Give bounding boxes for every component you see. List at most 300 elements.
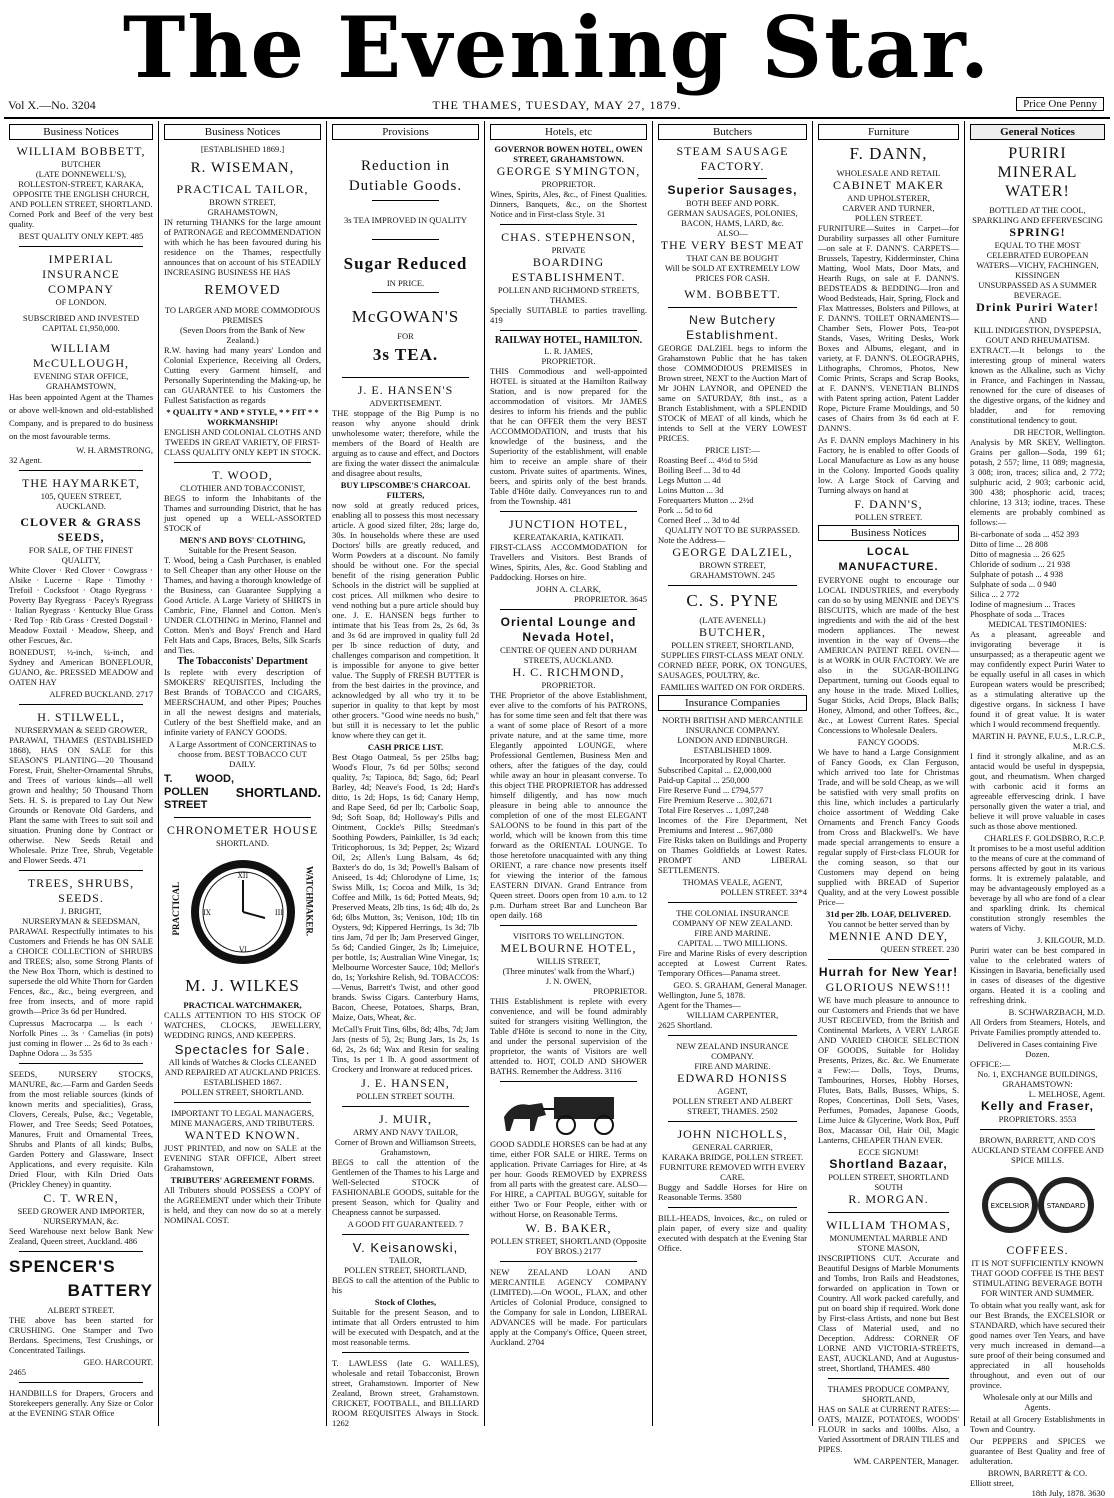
ad-subtitle: 31d per 2lb. LOAF, DELIVERED.	[826, 909, 951, 919]
ad-subtitle: SUPPLIES FIRST-CLASS MEAT ONLY.	[660, 650, 805, 660]
ad-title: C. T. WREN,	[43, 1191, 119, 1205]
divider	[19, 1251, 143, 1252]
ad-title: THE VERY BEST MEAT	[660, 238, 805, 252]
ad-title: MELBOURNE HOTEL,	[500, 941, 637, 955]
ad-subtitle: EVENING STAR OFFICE,	[33, 371, 129, 381]
ad-subtitle: NURSERYMAN & SEEDSMAN,	[22, 916, 140, 926]
ad-title: C. S. PYNE	[686, 591, 779, 610]
ad-title: Sugar Reduced	[343, 254, 468, 273]
ad-subtitle: BOTH BEEF AND PORK.	[685, 198, 780, 208]
ad-address: Elliott street,	[970, 1478, 1014, 1488]
ad-title: Superior Sausages,	[667, 183, 798, 197]
ad-mcgowan	[332, 156, 479, 365]
divider	[372, 239, 439, 240]
ad-subtitle: VISITORS TO WELLINGTON.	[512, 931, 625, 941]
ad-body: THIS Commodious and well-appointed HOTEL is situated at the Hamilton Railway Station, and is now prepared for the accommodation of visitors. Mr JAMES desires to inform his friends and the public that he can OFFER them the very BEST ACCOMMODATION, and trusts that his knowledge of the business, and the Superiority of the establishment, will enable him to receive an ample share of their custom. Private suites of apartments. Wines, beers, and spirits only of the best brands. Table d'Hôte daily. Conveyances run to and from the Township. 481	[490, 366, 647, 506]
ad-signature: CHARLES F. GOLDSBRO, R.C.P.	[984, 833, 1105, 843]
ad-subtitle: OFFICE:—	[970, 1059, 1011, 1069]
ad-title: JUNCTION HOTEL,	[509, 517, 628, 531]
ad-signature: MARTIN H. PAYNE, F.U.S., L.R.C.P., M.R.C.S.	[971, 731, 1105, 751]
ad-imperial	[9, 252, 153, 465]
figure-line: Total Fire Reserves ... 1,097,248	[658, 805, 769, 815]
ad-subtitle: PROPRIETOR.	[541, 680, 596, 690]
ad-body: As a pleasant, agreeable and invigorating beverage it is unsurpassed; as a therapeutic agent we may confidently expect Puriri Water to be equally useful in all cases in which European waters would be prescribed; as a stimulating alterative up the digestive organs. In sickness I have found it of great value. It is water which I would recommend frequently.	[970, 629, 1105, 729]
ad-subtitle: PROPRIETORS. 3553	[998, 1114, 1077, 1124]
ad-colonial	[658, 908, 807, 1030]
figure-line: Paid-up Capital ... 250,000	[658, 775, 750, 785]
ad-subtitle: BOTTLED AT THE COOL, SPARKLING AND EFFERVESCING	[972, 205, 1103, 225]
ad-address: GRAHAMSTOWN. 245	[690, 570, 775, 580]
ad-body: IN returning THANKS for the large amount of PATRONAGE and RECOMMENDATION with which he has been favoured during his residence on the Thames, respectfully announces that on account of his STEADILY INCREASING BUSINESS HE HAS	[164, 217, 321, 277]
ad-body: All Orders from Steamers, Hotels, and Private Families promptly attended to.	[970, 1017, 1105, 1037]
ad-subtitle: MEDICAL TESTIMONIES:	[988, 619, 1087, 629]
ad-body: Corned Pork and Beef of the very best quality.	[9, 209, 153, 229]
ad-body: Wines, Spirits, Ales, &c., of Finest Qualities. Dinners, Banquets, &c., on the Shortest Notice and in First-class Style. 31	[490, 189, 647, 219]
ad-body: HAS on SALE at CURRENT RATES:— OATS, MAIZE, POTATOES, WOODS' FLOUR in sacks and 100lbs. Also, a Varied Assortment of DRAIN TILES and PIPES.	[818, 1404, 959, 1454]
divider	[19, 1382, 143, 1383]
ad-body: GOOD SADDLE HORSES can be had at any time, either FOR SALE or HIRE. Terms on application. Private Carriages for Hire, at 4s per hour. Goods REMOVED by EXPRESS from all parts with the greatest care. ALSO— For HIRE, a CAPITAL BUGGY, suitable for either Two or Four People, either with or without Horse, on Reasonable Terms.	[490, 1139, 647, 1219]
column-4	[485, 121, 653, 1426]
ad-title: MENNIE AND DEY,	[828, 929, 949, 943]
ad-subtitle: PRIVATE	[551, 245, 586, 255]
ad-title: Spectacles for Sale.	[174, 1042, 311, 1057]
ad-body: It promises to be a most useful addition to the means of cure at the command of persons affected by gout in its various forms. It is extremely palatable, and may be advantageously employed as a beverage by all who are fond of a clear and sparkling drink. Its chemical constitution strongly resembles the waters of Vichy.	[970, 843, 1105, 933]
divider	[19, 704, 143, 705]
ad-subtitle: BUTCHER	[61, 159, 101, 169]
ad-pyne	[658, 591, 807, 692]
divider	[500, 330, 637, 331]
ad-lawless	[332, 1358, 479, 1428]
ad-subtitle: SUBSCRIBED AND INVESTED	[22, 313, 140, 323]
ad-title: SPRING!	[1009, 225, 1066, 239]
divider	[500, 925, 637, 926]
ad-body: now sold at greatly reduced prices, enabling all to possess this most necessary article. A good sized filter, 28s; large do, 30s. In households where these are used Doctors' bills are greatly reduced, and Worm Powders at a discount. No family should be without one. For the special benefit of the rising generation Public Schools in the district will be supplied at cost prices. All milkmen who desire to vend nothing but a pure article should buy one. J. E. HANSEN begs further to intimate that his Teas from 2s, 2s 6d, 3s and 3s 6d are improved in quality full 2d per lb since reduction of duty, and challenges comparison and competition. It is impossible for anyone to give better value. The Supply of FRESH BUTTER is from the best dairies in the province, and acknowledged by all who try it to be superior in quality to that kept by most other grocers. "Good wine needs no bush," but still it is necessary to let the public know where they can get it.	[332, 500, 479, 740]
ad-subtitle: [ESTABLISHED 1869.]	[200, 144, 285, 154]
ad-subtitle: Stock of Clothes,	[374, 1297, 437, 1307]
ad-subtitle: FURNITURE REMOVED WITH EVERY CARE.	[659, 1162, 806, 1182]
clock-side-label: WATCHMAKER.	[304, 866, 315, 937]
ad-subtitle: FANCY GOODS.	[857, 737, 920, 747]
ad-body: T. LAWLESS (late G. WALLES), wholesale and retail Tobacconist, Brown street, Grahamstown. Importer of New Zealand, Brown street, Grahamstown. CRICKET, FOOTBALL, and BILLIARD ROOM REQUISITES Always in Stock. 1262	[332, 1358, 479, 1428]
ad-body: Puriri water can be best compared in value to the celebrated waters of Kissingen in Bavaria, beneficially used in cases of diseases of the digestive organs. Heated it is a cooling and refreshing drink.	[970, 945, 1105, 1005]
ad-mennie-dey	[818, 545, 959, 954]
ad-bright	[9, 876, 153, 1058]
ad-haymarket	[9, 476, 153, 699]
ad-signature: WM. BOBBETT.	[684, 287, 781, 301]
column-heading: Butchers	[658, 124, 807, 140]
ad-title: WILLIAM BOBBETT,	[16, 144, 146, 158]
ad-title: M. J. WILKES	[185, 976, 300, 995]
label-standard: STANDARD	[1046, 1202, 1085, 1210]
ad-body: EXTRACT.—It belongs to the interesting group of mineral waters known as the Alkaline, such as Vichy in France, and Fachingen in Nassau, renowned for the cure of diseases of the digestive organs, of the kidney and bladder, and for removing constitutional tendency to gout.	[970, 345, 1105, 425]
wood-banner	[164, 773, 321, 812]
column-heading: Furniture	[818, 124, 959, 140]
ad-address: POLLEN STREET. 33*4	[720, 887, 807, 897]
ad-body: I find it strongly alkaline, and as an antacid would be useful in dyspepsia, gout, and rheumatism. When charged with carbonic acid it forms an agreeable effervescing drink. I have personally given the water a trial, and believe it will prove valuable in cases such as those above mentioned.	[970, 751, 1105, 831]
ad-body: Suitable for the present Season, and to intimate that all Orders entrusted to him will be executed with Despatch, and at the most reasonable terms.	[332, 1307, 479, 1347]
ad-address: (Three minutes' walk from the Wharf,)	[502, 966, 635, 976]
ad-subtitle: FIRE AND MARINE.	[694, 928, 771, 938]
ad-body: Is replete with every description of SMOKERS' REQUISITES, Including the Best Brands of TOBACCO and CIGARS, MEERSCHAUM, and other Pipes; Pouches in all the newest designs and materials, Cutlery of the best Sheffield make, and an infinite variety of FANCY GOODS.	[164, 667, 321, 737]
ad-title: T. WOOD,	[212, 468, 273, 482]
ad-subtitle: AUCKLAND.	[56, 501, 106, 511]
ad-title: THE HAYMARKET,	[22, 476, 140, 490]
ad-muir	[332, 1112, 479, 1229]
ad-junction-hotel	[490, 517, 647, 604]
ad-subtitle: (LATE AVENELL)	[699, 615, 766, 625]
ad-melbourne-hotel	[490, 931, 647, 1076]
ad-stilwell	[9, 710, 153, 865]
ad-address: POLLEN STREET, SHORTLAND,	[671, 640, 794, 650]
divider	[372, 200, 439, 201]
analysis-row: Phosphate of soda ... Traces	[970, 609, 1065, 619]
ad-stephenson	[490, 230, 647, 325]
price-item: Boiling Beef ... 3d to 4d	[658, 465, 741, 475]
ad-subtitle: Note the Address—	[658, 535, 726, 545]
ad-body: PARAWAI, THAMES (ESTABLISHED 1868), HAS ON SALE for this SEASON'S PLANTING—20 Thousand Forest, Fruit, Shelter-Ornamental Shrubs, and Trees of various kinds—all well grown and healthy; 50 Thousand Thorn Sets. H. S. is prepared to Lay Out New Grounds or Renovate Old Gardens, and Plant the same with Trees to suit soil and situation. Pruning done by Contract or otherwise. New Seeds Retail and Wholesale. Prize Tree, Shrub, Vegetable and Flower Seeds. 471	[9, 735, 153, 865]
divider	[19, 1063, 143, 1064]
ad-address: POLLEN STREET, SHORTLAND SOUTH	[828, 1172, 949, 1192]
ad-subtitle: UNSURPASSED AS A SUMMER BEVERAGE.	[978, 280, 1097, 300]
ad-title: WILLIAM McCULLOUGH,	[33, 341, 129, 370]
ad-subtitle: Delivered in Cases containing Five Dozen.	[977, 1039, 1098, 1059]
ad-body: CALLS ATTENTION TO HIS STOCK OF WATCHES, CLOCKS, JEWELLERY, WEDDING RINGS, AND KEEPERS.	[164, 1010, 321, 1040]
ad-subtitle: AND UPHOLSTERER,	[847, 193, 930, 203]
ad-title: R. WISEMAN,	[190, 160, 295, 176]
ad-title: TREES, SHRUBS, SEEDS.	[27, 876, 135, 905]
divider	[19, 470, 143, 471]
svg-text:III: III	[274, 909, 283, 917]
ad-dann	[818, 144, 959, 522]
svg-text:XII: XII	[237, 872, 248, 880]
analysis-row: Silica ... 2 772	[970, 589, 1020, 599]
ad-date: Wellington, June 5, 1878.	[658, 990, 746, 1000]
section-heading: Insurance Companies	[658, 695, 807, 711]
divider	[372, 292, 439, 293]
ad-subtitle: EQUAL TO THE MOST CELEBRATED EUROPEAN WATERS—VICHY, FACHINGEN, KISSINGEN	[976, 240, 1099, 280]
ad-title: Hurrah for New Year!	[818, 965, 959, 979]
ad-north-british	[658, 715, 807, 897]
ad-title: Reduction in Dutiable Goods.	[348, 158, 463, 194]
carriage-icon	[494, 1087, 644, 1137]
ad-puriri	[970, 144, 1105, 1124]
ad-address: BROWN STREET,	[699, 560, 766, 570]
ad-subtitle: CASH PRICE LIST.	[367, 742, 444, 752]
ad-body: FIRST-CLASS ACCOMMODATION for Travellers and Visitors. Best Brands of Wines, Spirits, Ales, &c. Good Stabling and Paddocking. Horses on hire.	[490, 542, 647, 582]
ad-nz-loan	[490, 1267, 647, 1347]
ad-body: Cupressus Macrocarpa ... ls each · Norfolk Pines ... 3s · Camelias (in pots) just coming in flower ... 2s 6d to 3s each · Daphne Odora ... 3s 535	[9, 1018, 153, 1058]
ad-signature: ALFRED BUCKLAND. 2717	[49, 689, 153, 699]
ad-subtitle: CAPITAL £1,950,000.	[42, 323, 120, 333]
column-heading: Business Notices	[9, 124, 153, 140]
ad-nz-insurance	[658, 1041, 807, 1116]
ad-subtitle: GENERAL CARRIER,	[692, 1142, 773, 1152]
ad-wren	[9, 1069, 153, 1246]
ad-subtitle: Will be SOLD AT EXTREMELY LOW PRICES FOR CASH.	[664, 263, 801, 283]
ad-subtitle: AND	[1028, 315, 1047, 325]
price-item: Pork ... 5d to 6d	[658, 505, 713, 515]
ad-subtitle: TRIBUTERS' AGREEMENT FORMS.	[170, 1175, 315, 1185]
figure-line: Fire Premium Reserve ... 302,671	[658, 795, 773, 805]
ad-title: GOVERNOR BOWEN HOTEL, OWEN STREET, GRAHAMSTOWN.	[494, 144, 643, 164]
ad-body: Fire and Marine Risks of every description accepted at Lowest Current Rates. Temporary Offices—Panama street.	[658, 948, 807, 978]
ad-subtitle: FOR SALE, OF THE FINEST QUALITY,	[28, 545, 134, 565]
ad-title: PURIRI MINERAL WATER!	[997, 145, 1078, 200]
column-3	[327, 121, 485, 1426]
ad-subtitle: 105, QUEEN STREET,	[40, 491, 122, 501]
figure-line: Subscribed Capital ... £2,000,000	[658, 765, 772, 775]
ad-signature: THOMAS VEALE, AGENT,	[682, 877, 783, 887]
ad-body: Wholesale only at our Mills and Agents.	[982, 1392, 1093, 1412]
ad-subtitle: Incorporated by Royal Charter.	[679, 755, 786, 765]
ad-billheads	[658, 1213, 807, 1253]
ad-subtitle: (LATE DONNEWELL'S),	[35, 169, 127, 179]
ad-subtitle: You cannot be better served than by	[827, 919, 950, 929]
ad-subtitle: J. BRIGHT,	[60, 906, 102, 916]
ad-subtitle: CLOTHIER AND TOBACCONIST,	[180, 483, 305, 493]
ad-footer: BEST QUALITY ONLY KEPT. 485	[18, 231, 144, 241]
ad-spencer	[9, 1257, 153, 1377]
ad-title: BATTERY	[67, 1281, 153, 1300]
ad-baker	[490, 1087, 647, 1256]
ad-hansen	[332, 383, 479, 1101]
ad-body: WE have much pleasure to announce to our Customers and Friends that we have JUST RECEIVED, from the British and Continental Markets, A VERY LARGE AND VARIED CHOICE SELECTION OF GOODS, Suitable for Holiday Presents, Prizes, &c. &c. We Enumerate a Few:— Dolls, Toys, Drums, Tambourines, Horses, Hobby Horses, Flutes, Bats, Balls, Busses, Whips, S. Ropes, Concertinas, Doll Sets, Vases, Perfumes, Pomades, Japanese Goods, Lime Juice & Glycerine, Work Box, Puff Box, Macassar Oil, Hair Oil, Magic Lanterns, CHEAPER THAN EVER.	[818, 995, 959, 1145]
ad-subtitle: OF LONDON.	[55, 297, 107, 307]
ad-address: KARAKA BRIDGE, POLLEN STREET.	[661, 1152, 804, 1162]
ad-address: ROLLESTON-STREET, KARAKA, OPPOSITE THE ENGLISH CHURCH, AND POLLEN STREET, SHORTLAND.	[9, 179, 153, 209]
divider	[19, 246, 143, 247]
ad-footer: 2465	[9, 1367, 26, 1377]
ad-subtitle: ENGLISH AND COLONIAL CLOTHS AND TWEEDS IN GREAT VARIETY, OF FIRST-CLASS QUALITY ONLY KEPT IN STOCK.	[164, 427, 321, 457]
ad-subtitle: * QUALITY * AND * STYLE, * * FIT * * WORKMANSHIP!	[166, 407, 319, 427]
ad-body: GEORGE DALZIEL begs to inform the Grahamstown Public that he has taken those COMMODIOUS PREMISES in Brown street, NEXT to the Auction Mart of Mr JOHN LAYNOR, and OPENED the same on SATURDAY, 8th inst., as a Branch Establishment, with a SPLENDID STOCK of MEAT of all kinds, which he intends to Sell at the VERY LOWEST PRICES.	[658, 343, 807, 443]
ad-subtitle: PROPRIETOR.	[541, 179, 596, 189]
ad-body: BEGS to call the attention of the Public to his	[332, 1275, 479, 1295]
ad-subtitle: MEN'S AND BOYS' CLOTHING,	[179, 535, 306, 545]
ad-title: BOARDING ESTABLISHMENT.	[511, 255, 626, 284]
analysis-row: Sulphate of potash ... 4 938	[970, 569, 1064, 579]
ad-signature: J. E. HANSEN,	[361, 1076, 450, 1090]
ad-body: A Large Assortment of CONCERTINAS to choose from. BEST TOBACCO CUT DAILY.	[168, 739, 317, 769]
ad-title: CHAS. STEPHENSON,	[501, 230, 636, 244]
ad-title: STEAM SAUSAGE FACTORY.	[676, 144, 789, 173]
ad-title: INSURANCE COMPANY	[42, 267, 120, 296]
ad-subtitle: PROPRIETOR.	[541, 356, 596, 366]
ad-subtitle: KILL INDIGESTION, DYSPEPSIA, GOUT AND RHEUMATISM.	[973, 325, 1102, 345]
price-item: Legs Mutton ... 4d	[658, 475, 721, 485]
ad-address: POLLEN STREET, SHORTLAND,	[344, 1265, 467, 1275]
ad-body: Buggy and Saddle Horses for Hire on Reasonable Terms. 3580	[658, 1182, 807, 1202]
ad-title: H. C. RICHMOND,	[512, 665, 625, 679]
ad-body: FURNITURE—Suites in Carpet—for Durability surpasses all other Furniture—on sale at F. DANN'S. CARPETS—Brussels, Tapestry, Kidderminster, China Matting, Wool Mats, Door Mats, and Hearth Rugs, on sale at F. DANN'S. BEDSTEADS & BEDDING—Iron and Wood Bedsteads, Hair, Spring, Flock and Flax Mattresses, Bolsters and Pillows, at F. DANN'S. TOILET ORNAMENTS—Chamber Sets, Flower Pots, Tea-pot Stands, Vases, Writing Desks, Work Boxes and Albums, elegant, and in variety, at F. DANN'S. OLEOGRAPHS, Lithographs, Chromos, Photos, New Comic Prints, Scraps and Scrap Books, at F. DANN'S. VENETIAN BLINDS with Patent spring action, Patent Ladder Rope, Picture Frame Mouldings, and 50 cases of Chairs from 3s 6d each at F. DANN'S.	[818, 223, 959, 433]
ad-signature: JOHN A. CLARK,	[536, 584, 601, 594]
ad-address: No. 1, EXCHANGE BUILDINGS, GRAHAMSTOWN:	[977, 1069, 1098, 1089]
ad-subtitle: GRAHAMSTOWN,	[46, 381, 116, 391]
ad-body: HANDBILLS for Drapers, Grocers and Storekeepers generally. Any Size or Color at the EVENING STAR Office	[9, 1388, 153, 1418]
ad-subtitle: TAILOR,	[389, 1255, 422, 1265]
ad-body: White Clover · Red Clover · Cowgrass · Alsike · Lucerne · Rape · Timothy · Trefoil · Cocksfoot · Otago Ryegrass · Poverty Bay Ryegrass · Pacey's Ryegrass · Italian Ryegrass · Kentucky Blue Grass · Red Top · Rib Grass · Crested Dogstail · Meadow Foxtail · Meadow, Sheep, and other Fescues, &c.	[9, 565, 153, 645]
column-1	[4, 121, 159, 1426]
divider	[668, 1035, 797, 1036]
ad-body: We have to hand a Large Consignment of Fancy Goods, ex Clan Ferguson, which arrived too late for Christmas Trade, and will be sold Cheap, as we will be satisfied with very small profits on this line, which includes a particularly choice assortment of Wedding Cake Ornaments and French Fancy Goods from Cross and Blackwell's. We have made special arrangements to ensure a regular supply of First-class FLOUR for the coming season, so that our Customers may depend on being supplied with BREAD of Superior Quality, and at the very Lowest possible Price—	[818, 747, 959, 907]
ad-subtitle: THAT CAN BE BOUGHT	[686, 253, 779, 263]
divider	[980, 1129, 1095, 1130]
ad-body: R.W. having had many years' London and Colonial Experience, Receiving all Orders, Cutting every Garment himself, and Personally Superintending the Making-up, he can GUARANTEE to his Customers the Fullest Satisfaction as regards	[164, 345, 321, 405]
column-heading: Business Notices	[164, 124, 321, 140]
ad-address: POLLEN STREET.	[854, 213, 923, 223]
analysis-row: Iodine of magnesium ... Traces	[970, 599, 1076, 609]
ad-body: BONEDUST, ½-inch, ¼-inch, and Sydney and American BONEFLOUR, GUANO, &c. PRESSED MEADOW and OATEN HAY	[9, 647, 153, 687]
divider	[19, 870, 143, 871]
divider	[698, 178, 767, 179]
ad-title: 3s TEA.	[372, 345, 439, 364]
ad-subtitle: ESTABLISHED 1809.	[693, 745, 772, 755]
ad-title: JOHN NICHOLLS,	[677, 1127, 788, 1141]
ad-title: REMOVED	[204, 283, 281, 298]
ad-title: T. WOOD, POLLEN STREET	[164, 773, 234, 811]
figure-line: Incomes of the Fire Department, Net Premiums and Interest ... 967,080	[658, 815, 807, 835]
ad-title: Oriental Lounge and Nevada Hotel,	[500, 615, 637, 644]
ad-subtitle: ADVERTISEMENT.	[369, 398, 442, 408]
ad-subtitle: PRACTICAL WATCHMAKER,	[183, 1000, 302, 1010]
ad-body: BILL-HEADS, Invoices, &c., on ruled or plain paper, of every size and quality executed with despatch at the Evening Star Office.	[658, 1213, 807, 1253]
ad-title: THE COLONIAL INSURANCE COMPANY OF NEW ZEALAND.	[672, 908, 793, 928]
price-list	[658, 455, 807, 525]
ad-title: J. E. HANSEN'S	[357, 383, 454, 397]
ad-bowen	[490, 144, 647, 219]
column-heading: Provisions	[332, 124, 479, 140]
ad-body: THE stoppage of the Big Pump is no reason why anyone should drink unwholesome water; therefore, while the members of the Board of Health are arguing as to cause and effect, and Doctors are fixing the water dissect the animalculæ and disagree about results,	[332, 408, 479, 478]
ad-signature: B. SCHWARZBACH, M.D.	[1008, 1007, 1105, 1017]
ad-subtitle: FAMILIES WAITED ON FOR ORDERS.	[660, 682, 805, 692]
column-6	[813, 121, 965, 1466]
divider	[828, 1378, 949, 1379]
ad-title: H. STILWELL,	[37, 710, 125, 724]
ad-title: V. Keisanowski,	[352, 1240, 459, 1255]
divider	[500, 609, 637, 610]
ad-title: Drink Puriri Water!	[976, 300, 1099, 314]
newspaper-title: The Evening Star.	[122, 0, 992, 97]
ad-subtitle: AGENT,	[717, 1086, 748, 1096]
ad-body: THE above has been started for CRUSHING. One Stamper and Two Berdans. Specimens, Test Crushings, or Concentrated Tailings.	[9, 1315, 153, 1355]
ad-body: McCall's Fruit Tins, 6lbs, 8d; 4lbs, 7d; Jam Jars (nests of 5), 2s; Bung Jars, 1s 2s, 1s 6d, 2s, 2s 6d; Wax and Resin for sealing Tins, 1s per 1 lb. A good assortment of Crockery and Ironware at reduced prices.	[332, 1024, 479, 1074]
ad-body: Retail at all Grocery Establishments in Town and Country.	[970, 1414, 1105, 1434]
ad-thomas	[818, 1218, 959, 1373]
ad-subtitle: Suitable for the Present Season.	[188, 545, 297, 555]
divider	[668, 307, 797, 308]
ad-title: CHRONOMETER HOUSE	[166, 823, 319, 837]
ad-wiseman	[164, 144, 321, 457]
ad-title: WANTED KNOWN.	[184, 1128, 301, 1142]
ad-subtitle: ALSO—	[717, 228, 748, 238]
ad-handbills	[9, 1388, 153, 1418]
divider	[500, 224, 637, 225]
ad-subtitle: KEREATAKARIA, KATIKATI.	[513, 532, 624, 542]
masthead	[0, 0, 1114, 97]
ad-body: As F. DANN employs Machinery in his Factory, he is enabled to offer Goods of Local Manufacture as Low as any house in the Colony. Imported Goods quality low. A Large Stock of Carving and Turning always on hand at	[818, 435, 959, 495]
dateline	[6, 98, 1108, 116]
ad-date: 18th July, 1878. 3630	[1031, 1488, 1105, 1498]
ad-address: Corner of Brown and Williamson Streets, Grahamstown,	[334, 1137, 477, 1157]
columns	[4, 121, 1110, 1498]
ad-title: McGOWAN'S	[351, 307, 460, 326]
ad-title: RAILWAY HOTEL, HAMILTON.	[494, 335, 643, 346]
ad-title: J. MUIR,	[378, 1112, 432, 1126]
ad-signature: WILLIAM CARPENTER,	[686, 1010, 779, 1020]
ad-title: BROWN, BARRETT, AND CO'S AUCKLAND STEAM COFFEE AND SPICE MILLS.	[971, 1135, 1104, 1165]
ad-body: To obtain what you really want, ask for our Best Brands, the EXCELSIOR or STANDARD, which have secured their good names over Ten Years, and have very much increased in demand—a sure proof of their being consumed and appreciated in all households throughout, and even out of our province.	[970, 1300, 1105, 1390]
coffee-labels-illustration	[978, 1169, 1098, 1239]
ad-signature: W. H. ARMSTRONG,	[76, 445, 153, 455]
ad-title: BUTCHER,	[698, 625, 766, 639]
ad-signature: GEO. S. GRAHAM, General Manager.	[673, 980, 807, 990]
ad-wood	[164, 468, 321, 812]
ad-subtitle: WHOLESALE AND RETAIL	[836, 168, 941, 178]
ad-nicholls	[658, 1127, 807, 1202]
ad-title: F. DANN,	[849, 144, 928, 163]
ad-title: NORTH BRITISH AND MERCANTILE INSURANCE COMPANY.	[662, 715, 803, 735]
price-item: Corned Beef ... 3d to 4d	[658, 515, 740, 525]
ad-signature: DR HECTOR, Wellington.	[1013, 427, 1105, 437]
ad-address: Seed Warehouse next below Bank New Zealand, Queen street, Auckland. 486	[9, 1226, 153, 1246]
ad-subtitle: FOR	[397, 331, 414, 341]
ad-body: Analysis by MR SKEY, Wellington. Grains per gallon—Soda, 199 61; potash, 2 557; lime, 11 089; magnesia, 3 008; iron, traces; silica and, 2 772; sulphuric acid, 2 903; carbonic acid, 300 438; phosphoric acid, traces; chlorine, 13 313; iodine, traces. These elements are probably combined as follows:—	[970, 437, 1105, 527]
ad-body: SEEDS, NURSERY STOCKS, MANURE, &c.—Farm and Garden Seeds from the most reliable sources (kinds of known merits and specialities), Grass, Clovers, Cereals, Pulse, &c.; Vegetable, Flower, and Tree Seeds; Seed Potatoes, Manures, Fruit and Ornamental Trees, Shrubs and Plants of all kinds; Bulbs, Garden Pottery and Glassware, Insect Applications, and every requisite. Kiln Dried Flour, with Kiln Dried Oats (Prickley Cheney) in quantity.	[9, 1069, 153, 1189]
divider	[828, 1212, 949, 1213]
ad-body: EVERYONE ought to encourage our LOCAL INDUSTRIES, and everybody can do so by using MENNIE and DEY'S BISCUITS, which are made of the best ingredients and with the aid of the best modern appliances. The newest invention in the way of Ovens—the AMERICAN PATENT REEL OVEN—is at WORK in OUR FACTORY. We are also in the SUGAR-BOILING Department, turning out Goods equal to any house in the trade. Mixed Lollies, Sugar Sticks, Acid Drops, Black Balls; Honey, Almond, and other Toffees, &c., &c., at Lowest Current Rates. Special Concessions to Wholesale Dealers.	[818, 575, 959, 735]
divider	[668, 1207, 797, 1208]
ad-subtitle: ECCE SIGNUM!	[858, 1147, 919, 1157]
ad-title: Kelly and Fraser,	[980, 1099, 1095, 1113]
ad-address: POLLEN STREET SOUTH.	[356, 1091, 455, 1101]
ad-address: QUEEN STREET. 230	[880, 944, 959, 954]
ad-sausage-factory	[658, 144, 807, 302]
ad-subtitle: (Seven Doors from the Bank of New Zealand.)	[179, 325, 306, 345]
ad-subtitle: BROWN STREET,	[209, 197, 276, 207]
divider	[668, 1121, 797, 1122]
ad-subtitle: FIRE AND MARINE.	[694, 1061, 771, 1071]
column-7	[965, 121, 1110, 1498]
ad-title: SHORTLAND.	[235, 784, 321, 800]
ad-subtitle: CARVER AND TURNER,	[842, 203, 935, 213]
volume-number: Vol X.—No. 3204	[8, 98, 96, 112]
analysis-table	[970, 529, 1105, 619]
ad-body: BEGS to call the attention of the Gentlemen of the Thames to his Large and Well-Selected STOCK of FASHIONABLE GOODS, suitable for the present Season, which for Quality and Cheapness cannot be surpassed.	[332, 1157, 479, 1217]
ad-subtitle: PRICE LIST:—	[705, 445, 760, 455]
ad-subtitle: ESTABLISHED 1867.	[203, 1077, 282, 1087]
section-heading: Business Notices	[818, 525, 959, 541]
ad-body: IT IS NOT SUFFICIENTLY KNOWN THAT GOOD COFFEE IS THE BEST STIMULATING BEVERAGE BOTH FOR WINTER AND SUMMER.	[970, 1258, 1105, 1298]
analysis-row: Ditto of magnesia ... 26 625	[970, 549, 1065, 559]
ad-title: New Butchery Establishment.	[686, 313, 779, 342]
ad-subtitle: TO LARGER AND MORE COMMODIOUS PREMISES	[164, 305, 321, 325]
ad-title: EDWARD HONISS	[677, 1071, 788, 1085]
column-5	[653, 121, 813, 1426]
ad-footer: PROPRIETOR. 3645	[573, 594, 647, 604]
divider	[668, 585, 797, 586]
ad-body: Has been appointed Agent at the Thames or above well-known and old-established Company, and is prepared to do business on the most favourable terms.	[9, 392, 153, 441]
divider	[828, 959, 949, 960]
ad-address: POLLEN STREET AND ALBERT STREET, THAMES. 2502	[672, 1096, 793, 1116]
svg-text:VI: VI	[238, 946, 247, 954]
ad-title: CLOVER & GRASS SEEDS,	[20, 515, 142, 544]
ad-body: BEGS to inform the Inhabitants of the Thames and surrounding District, that he has just opened up a WELL-ASSORTED STOCK of	[164, 493, 321, 533]
clock-illustration	[170, 852, 315, 972]
analysis-row: Ditto of lime ... 28 808	[970, 539, 1048, 549]
ad-address: WILLIS STREET,	[536, 956, 601, 966]
ad-oriental	[490, 615, 647, 920]
price-item: Roasting Beef ... 4½d to 5½d	[658, 455, 758, 465]
